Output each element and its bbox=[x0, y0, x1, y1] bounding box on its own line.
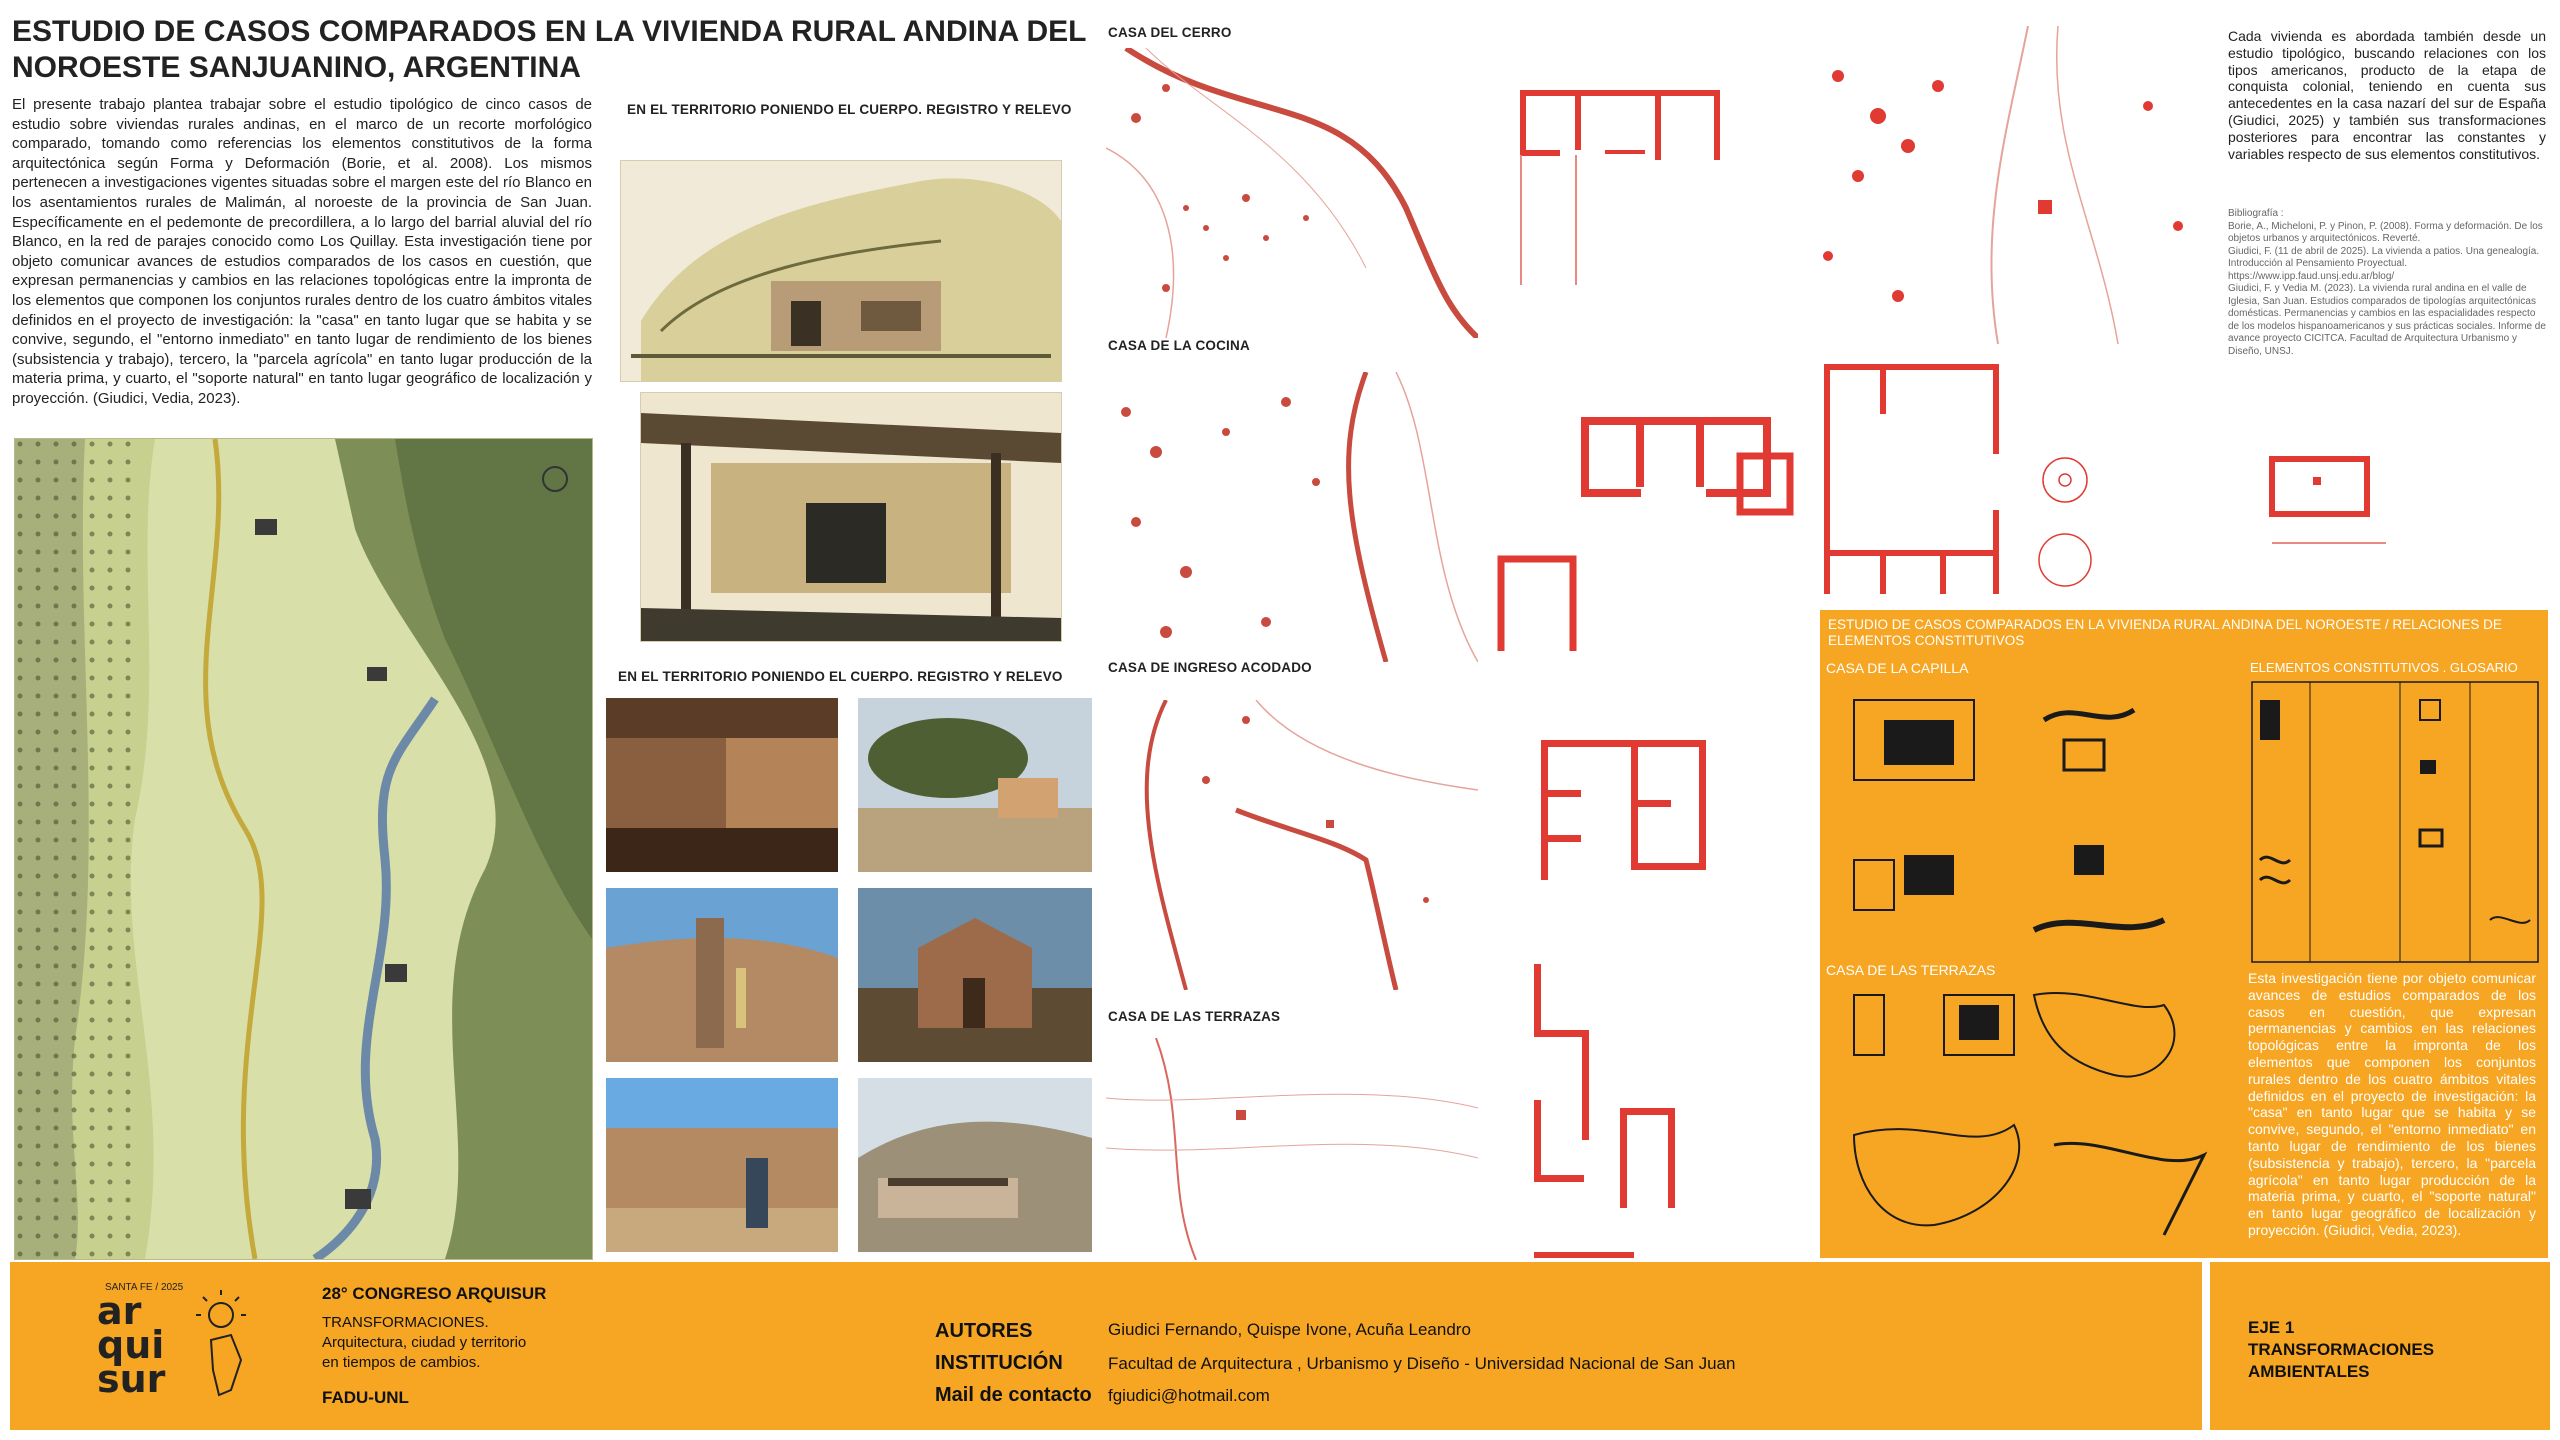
photo-4-art bbox=[858, 888, 1092, 1062]
plan-cocina-room-art bbox=[1497, 555, 1579, 655]
panel-label-glosario: ELEMENTOS CONSTITUTIVOS . GLOSARIO bbox=[2250, 660, 2518, 675]
photo-man-at-adobe-wall bbox=[606, 1078, 838, 1252]
site-plan-cocina-art bbox=[1106, 372, 1478, 662]
photo-5-art bbox=[606, 1078, 838, 1252]
floor-plan-cocina-annex bbox=[1736, 452, 1796, 522]
logo-line-2: qui bbox=[97, 1323, 165, 1367]
plan-terrazas-art bbox=[1530, 960, 1680, 1260]
poster-title: ESTUDIO DE CASOS COMPARADOS EN LA VIVIENDA RURAL ANDINA DEL NOROESTE SANJUANINO, ARGENTINA bbox=[12, 15, 1086, 84]
relations-panel-title: ESTUDIO DE CASOS COMPARADOS EN LA VIVIENDA RURAL ANDINA DEL NOROESTE / RELACIONES DE ELEMENTOS CONSTITUTIVOS bbox=[1828, 617, 2502, 648]
typology-paragraph: Cada vivienda es abordada también desde un estudio tipológico, buscando relaciones con los tipos americanos, producto de la etapa de conquista colonial, teniendo en cuenta sus antecedentes en la casa nazarí del sur de España (Giudici, 2025) y también sus transformaciones posteriores para encontrar las constantes y variables respecto de sus elementos constitutivos. bbox=[2228, 28, 2546, 162]
label-casa-de-la-cocina: CASA DE LA COCINA bbox=[1108, 338, 1250, 353]
photo-house-at-hills bbox=[858, 1078, 1092, 1252]
panel-label-casa-terrazas: CASA DE LAS TERRAZAS bbox=[1826, 962, 1996, 978]
autores-label: AUTORES bbox=[935, 1320, 1033, 1342]
sketch-section-title: EN EL TERRITORIO PONIENDO EL CUERPO. REGISTRO Y RELEVO bbox=[627, 102, 1072, 117]
terrazas-sketches-art bbox=[1834, 985, 2234, 1255]
mail-label: Mail de contacto bbox=[935, 1384, 1092, 1406]
map-drawing bbox=[15, 439, 592, 1259]
congress-theme-3: en tiempos de cambios. bbox=[322, 1354, 481, 1371]
site-plan-casa-las-terrazas bbox=[1106, 1038, 1478, 1260]
photo-1-art bbox=[606, 698, 838, 872]
floor-plan-casa-las-terrazas bbox=[1530, 960, 1680, 1260]
site-plan-casa-ingreso-acodado bbox=[1106, 700, 1478, 990]
logo-caption: SANTA FE / 2025 bbox=[105, 1282, 184, 1293]
sketch-drawing-1 bbox=[621, 161, 1061, 381]
photo-house-with-tree bbox=[858, 698, 1092, 872]
label-casa-del-cerro: CASA DEL CERRO bbox=[1108, 25, 1232, 40]
sketch-drawing-2 bbox=[641, 393, 1061, 641]
panel-label-casa-capilla: CASA DE LA CAPILLA bbox=[1826, 660, 1969, 676]
label-casa-de-ingreso-acodado: CASA DE INGRESO ACODADO bbox=[1108, 660, 1312, 675]
site-plan-casa-la-capilla bbox=[1798, 26, 2206, 344]
intro-paragraph: El presente trabajo plantea trabajar sobre el estudio tipológico de cinco casos de estudio sobre viviendas rurales andinas, en el marco de un recorte morfológico comparado, tomando como referencias los elementos constitutivos de la forma arquitectónica según Forma y Deformación (Borie, et al. 2008). Los mismos pertenecen a investigaciones vigentes situadas sobre el margen este del río Blanco en los asentamientos rurales de Malimán, al noroeste de la provincia de San Juan. Específicamente en el pedemonte de precordillera, a lo largo del barrial aluvial del río Blanco, en la red de parajes conocido como Los Quillay. Esta investigación tiene por objeto comunicar avances de estudios comparados de los casos en cuestión, que expresan permanencias y cambios en las relaciones topológicas entre la impronta de los elementos que componen los conjuntos rurales dentro de los cuatro ámbitos vitales definidos en el proyecto de investigación: la "casa" en tanto lugar que se habita y se convive, segundo, el "entorno inmediato" en tanto lugar de rendimiento de los bienes (subsistencia y trabajo), tercero, la "parcela agrícola" en tanto lugar producción de la materia prima, y cuarto, el "soporte natural" en tanto lugar geográfico de localización y proyección. (Giudici, Vedia, 2023). bbox=[12, 96, 592, 407]
plan-chapel-art bbox=[2268, 455, 2388, 545]
institucion-label: INSTITUCIÓN bbox=[935, 1352, 1063, 1374]
floor-plan-casa-del-cerro bbox=[1515, 85, 1735, 295]
institucion-value: Facultad de Arquitectura , Urbanismo y Diseño - Universidad Nacional de San Juan bbox=[1108, 1354, 1736, 1373]
floor-plan-cocina-room bbox=[1497, 555, 1579, 655]
plan-capilla-art bbox=[1820, 360, 2020, 600]
axis-number: EJE 1 bbox=[2248, 1318, 2295, 1337]
plan-cocina-art bbox=[1576, 412, 1776, 672]
arquisur-logo bbox=[95, 1280, 275, 1410]
photo-adobe-chapel bbox=[858, 888, 1092, 1062]
sketch-porch-ramada bbox=[640, 392, 1062, 642]
capilla-relation-sketches bbox=[1834, 680, 2194, 960]
chapel-circle-diagrams bbox=[2020, 420, 2110, 600]
photo-adobe-walls-roof bbox=[606, 698, 838, 872]
sun-map-icon bbox=[191, 1290, 271, 1400]
photo-section-title: EN EL TERRITORIO PONIENDO EL CUERPO. REGISTRO Y RELEVO bbox=[618, 669, 1063, 684]
plan-ingreso-art bbox=[1536, 735, 1716, 885]
congress-theme-1: TRANSFORMACIONES. bbox=[322, 1314, 489, 1331]
site-plan-ingreso-art bbox=[1106, 700, 1478, 990]
logo-line-3: sur bbox=[97, 1357, 166, 1401]
label-casa-de-las-terrazas: CASA DE LAS TERRAZAS bbox=[1108, 1009, 1281, 1024]
photo-3-art bbox=[606, 888, 838, 1062]
site-plan-cerro-art bbox=[1106, 48, 1478, 338]
terrazas-relation-sketches bbox=[1834, 985, 2234, 1255]
photo-6-art bbox=[858, 1078, 1092, 1252]
glossary-table bbox=[2250, 680, 2540, 965]
floor-plan-casa-la-capilla bbox=[1820, 360, 2020, 600]
sketch-house-in-hillside bbox=[620, 160, 1062, 382]
site-plan-casa-de-la-cocina bbox=[1106, 372, 1478, 662]
floor-plan-casa-de-la-cocina bbox=[1576, 412, 1776, 672]
capilla-sketches-art bbox=[1834, 680, 2194, 960]
logo-wordmark bbox=[97, 1289, 166, 1401]
plan-cocina-annex-art bbox=[1736, 452, 1796, 522]
photo-2-art bbox=[858, 698, 1092, 872]
chapel-circles-art bbox=[2020, 420, 2110, 600]
site-plan-terrazas-art bbox=[1106, 1038, 1478, 1260]
mail-value[interactable]: fgiudici@hotmail.com bbox=[1108, 1386, 1270, 1405]
photo-survey-in-desert bbox=[606, 888, 838, 1062]
congress-name: 28° CONGRESO ARQUISUR bbox=[322, 1284, 547, 1303]
site-plan-casa-del-cerro bbox=[1106, 48, 1478, 338]
bibliography: Bibliografía : Borie, A., Micheloni, P. y Pinon, P. (2008). Forma y deformación. De los objetos urbanos y arquitectónicos. Reverté. Giudici, F. (11 de abril de 2025). La vivienda a patios. Una genealogía. Introducción al Pensamiento Proyectual. https://www.ipp.faud.unsj.edu.ar/blog/ Giudici, F. y Vedia M. (2023). La vivienda rural andina en el valle de Iglesia, San Juan. Estudios comparados de tipologías arquitectónicas domésticas. Permanencias y cambios en las espacialidades respecto de los modelos hispanoamericanos y sus prácticas sociales. Informe de avance proyecto CICITCA. Facultad de Arquitectura Urbanismo y Diseño, UNSJ. bbox=[2228, 208, 2546, 357]
logo-line-1: ar bbox=[97, 1289, 142, 1333]
axis-name-2: AMBIENTALES bbox=[2248, 1362, 2370, 1381]
autores-value: Giudici Fernando, Quispe Ivone, Acuña Leandro bbox=[1108, 1320, 1471, 1339]
relations-panel-paragraph: Esta investigación tiene por objeto comunicar avances de estudios comparados de los casos en cuestión, que expresan permanencias y cambios en las relaciones topológicas entre la impronta de los elementos que componen los conjuntos rurales dentro de los cuatro ámbitos vitales definidos en el proyecto de investigación: la "casa" en tanto lugar que se habita y se convive, segundo, el "entorno inmediato" en tanto lugar de rendimiento de los bienes (subsistencia y trabajo), tercero, la "parcela agrícola" en tanto lugar producción de la materia prima, y cuarto, el "soporte natural" en tanto lugar geográfico de localización y proyección. (Giudici, Vedia, 2023). bbox=[2248, 970, 2536, 1238]
watercolor-territory-map bbox=[14, 438, 593, 1260]
floor-plan-capilla-chapel bbox=[2268, 455, 2388, 545]
plan-cerro-art bbox=[1515, 85, 1735, 295]
axis-name-1: TRANSFORMACIONES bbox=[2248, 1340, 2435, 1359]
glossary-table-art bbox=[2250, 680, 2540, 965]
congress-host: FADU-UNL bbox=[322, 1388, 409, 1407]
site-plan-capilla-art bbox=[1798, 26, 2206, 344]
congress-theme-2: Arquitectura, ciudad y territorio bbox=[322, 1334, 527, 1351]
floor-plan-casa-ingreso-acodado bbox=[1536, 735, 1716, 885]
